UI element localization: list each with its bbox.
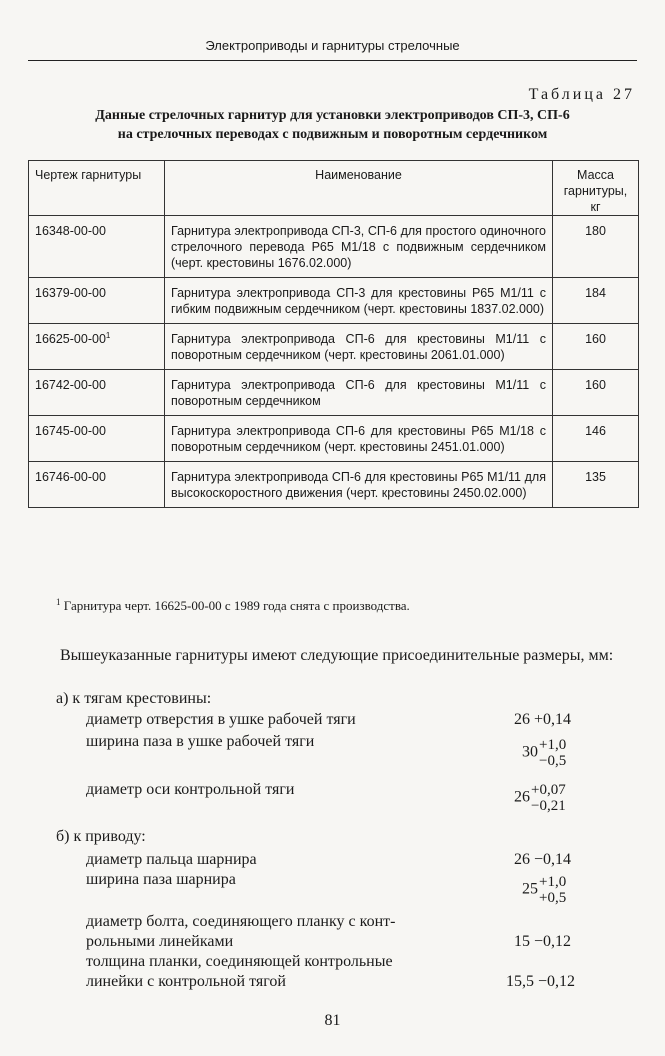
cell-drawing: 16745-00-00: [29, 416, 165, 462]
table-row: [29, 462, 639, 508]
tolerance-lower: +0,5: [539, 890, 567, 906]
cell-mass: 135: [553, 462, 639, 508]
dimension-label: диаметр отверстия в ушке рабочей тяги: [86, 711, 356, 728]
tolerance-lower: −0,5: [539, 753, 567, 769]
cell-mass: 146: [553, 416, 639, 462]
cell-drawing: 16746-00-00: [29, 462, 165, 508]
table-row: [29, 370, 639, 416]
table-row: [29, 278, 639, 324]
cell-name: Гарнитура электропривода СП-3, СП-6 для простого одиночного стрелочного перевода Р65 М1/18 с подвижным сердечником (черт. крестовины 1676.02.000): [165, 216, 553, 278]
cell-name: Гарнитура электропривода СП-6 для крестовины М1/11 с поворотным сердечником (черт. крестовины 2061.01.000): [165, 324, 553, 370]
tolerance-lower: −0,21: [531, 798, 566, 814]
cell-mass: 160: [553, 370, 639, 416]
header-rule: [28, 60, 637, 61]
dimension-value: [522, 737, 566, 769]
table-row: [29, 324, 639, 370]
footnote: [56, 598, 410, 614]
caption-line-1: Данные стрелочных гарнитур для установки электроприводов СП-3, СП-6: [95, 108, 570, 123]
dimension-label: диаметр оси контрольной тяги: [86, 781, 295, 798]
dimension-value: [514, 932, 571, 952]
dimension-base: 30: [522, 743, 538, 761]
cell-name: Гарнитура электропривода СП-6 для крестовины Р65 М1/18 с поворотным сердечником (черт. крестовины 2451.01.000): [165, 416, 553, 462]
section-b-label: б) к приводу:: [56, 828, 146, 845]
table-row: [29, 216, 639, 278]
dimension-base: 26: [514, 711, 530, 728]
garniture-table: [28, 160, 639, 508]
dimension-label: диаметр пальца шарнира: [86, 851, 257, 868]
dimension-tolerance: −0,14: [534, 851, 572, 868]
dimension-tolerance-stack: [539, 874, 566, 906]
caption-line-2: на стрелочных переводах с подвижным и поворотным сердечником: [117, 127, 548, 142]
dimension-label: толщина планки, соединяющей контрольные: [86, 953, 393, 970]
dimension-tolerance-stack: [539, 737, 566, 769]
cell-drawing: 16348-00-00: [29, 216, 165, 278]
footnote-text: Гарнитура черт. 16625-00-00 с 1989 года снята с производства.: [63, 598, 410, 613]
column-header-name: Наименование: [165, 161, 553, 216]
cell-name: Гарнитура электропривода СП-6 для крестовины Р65 М1/11 для высокоскоростного движения (черт. крестовины 2450.02.000): [165, 462, 553, 508]
column-header-mass: Масса гарнитуры, кг: [553, 161, 639, 216]
section-a-label: а) к тягам крестовины:: [56, 690, 212, 707]
cell-mass: 160: [553, 324, 639, 370]
footnote-marker: 1: [105, 331, 111, 340]
dimension-base: 15: [514, 933, 530, 950]
drawing-number: 16625-00-00: [35, 332, 106, 346]
footnote-mark: 1: [56, 597, 61, 607]
tolerance-upper: +0,07: [531, 782, 566, 798]
dimension-base: 25: [522, 880, 538, 898]
column-header-drawing: Чертеж гарнитуры: [29, 161, 165, 216]
cell-name: Гарнитура электропривода СП-6 для крестовины М1/11 с поворотным сердечником: [165, 370, 553, 416]
dimension-value: [514, 782, 566, 814]
dimension-label: ширина паза шарнира: [86, 871, 236, 888]
dimension-value: [514, 710, 571, 730]
dimension-tolerance: +0,14: [534, 711, 572, 728]
page-number: 81: [324, 1012, 341, 1029]
dimension-tolerance-stack: [531, 782, 566, 814]
dimension-label-continuation: рольными линейками: [86, 933, 234, 950]
dimension-value: [506, 972, 575, 992]
cell-mass: 184: [553, 278, 639, 324]
dimension-value: [522, 874, 566, 906]
dimension-base: 15,5: [506, 973, 534, 990]
running-title: Электроприводы и гарнитуры стрелочные: [205, 38, 460, 53]
dimension-base: 26: [514, 788, 530, 806]
dimension-tolerance: −0,12: [534, 933, 572, 950]
dimension-tolerance: −0,12: [538, 973, 576, 990]
cell-drawing: [29, 324, 165, 370]
dimension-label: ширина паза в ушке рабочей тяги: [86, 733, 315, 750]
dimension-label-continuation: линейки с контрольной тягой: [86, 973, 286, 990]
tolerance-upper: +1,0: [539, 874, 567, 890]
cell-mass: 180: [553, 216, 639, 278]
cell-name: Гарнитура электропривода СП-3 для крестовины Р65 М1/11 с гибким подвижным сердечником (черт. крестовины 1837.02.000): [165, 278, 553, 324]
dimension-value: [514, 850, 571, 870]
dimension-label: диаметр болта, соединяющего планку с конт-: [86, 913, 396, 930]
table-row: [29, 416, 639, 462]
tolerance-upper: +1,0: [539, 737, 567, 753]
cell-drawing: 16742-00-00: [29, 370, 165, 416]
intro-paragraph: Вышеуказанные гарнитуры имеют следующие присоединительные размеры, мм:: [60, 647, 614, 664]
table-header-row: [29, 161, 639, 216]
cell-drawing: 16379-00-00: [29, 278, 165, 324]
table-number: Таблица 27: [528, 86, 635, 103]
table-caption: [28, 106, 637, 144]
dimension-base: 26: [514, 851, 530, 868]
